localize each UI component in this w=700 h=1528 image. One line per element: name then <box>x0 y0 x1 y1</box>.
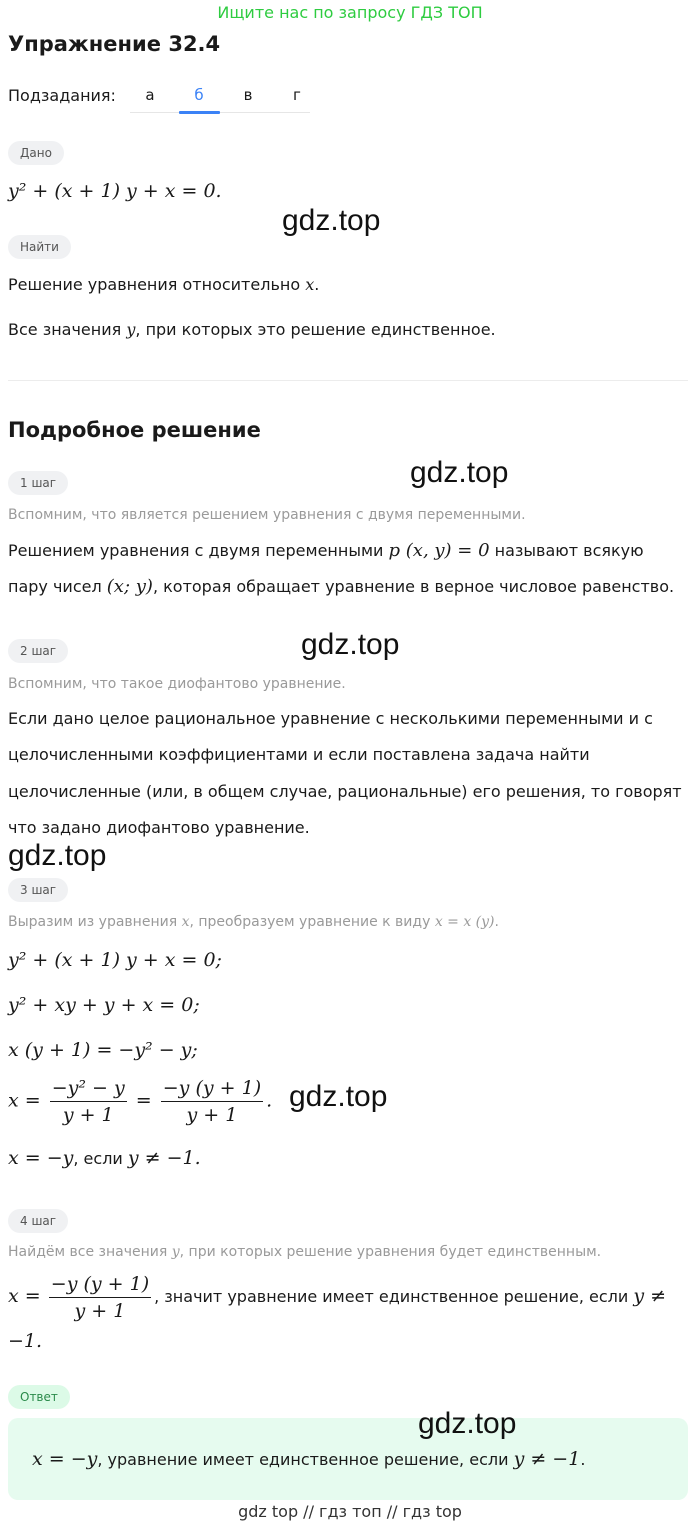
step-3-eq-5: x = −y, если y ≠ −1. <box>8 1147 201 1169</box>
search-banner[interactable]: Ищите нас по запросу ГДЗ ТОП <box>217 3 483 22</box>
given-equation: y² + (x + 1) y + x = 0. <box>8 180 222 202</box>
step-4-badge: 4 шаг <box>8 1209 68 1233</box>
step-2-line-2: целочисленными коэффициентами и если поставлена задача найти <box>8 745 590 764</box>
find-line-2: Все значения y, при которых это решение единственное. <box>8 320 496 339</box>
step-3-eq-1: y² + (x + 1) y + x = 0; <box>8 949 222 971</box>
step-1-line-1: Решением уравнения с двумя переменными p (x, y) = 0 называют всякую <box>8 540 644 561</box>
step-4-conclusion: x = $\frac{-y (y + 1)}{y + 1}$ , значит уравнение имеет единственное решение, если y ≠ <box>8 1273 667 1322</box>
step-4-hint: Найдём все значения y, при которых решение уравнения будет единственным. <box>8 1244 602 1260</box>
step-2-line-3: целочисленные (или, в общем случае, рациональные) его решения, то говорят <box>8 782 682 801</box>
watermark: gdz.top <box>301 628 400 661</box>
watermark: gdz.top <box>289 1080 388 1113</box>
step-2-badge: 2 шаг <box>8 639 68 663</box>
answer-badge: Ответ <box>8 1385 70 1409</box>
step-3-eq-2: y² + xy + y + x = 0; <box>8 994 200 1016</box>
watermark: gdz.top <box>282 204 381 237</box>
subtasks-label: Подзадания: <box>8 86 116 105</box>
footer-links[interactable]: gdz top // гдз топ // гдз top <box>238 1502 462 1521</box>
tab-g[interactable]: г <box>293 86 301 104</box>
step-1-badge: 1 шаг <box>8 471 68 495</box>
step-2-line-1: Если дано целое рациональное уравнение с несколькими переменными и с <box>8 709 653 728</box>
tab-a[interactable]: а <box>145 86 155 104</box>
given-badge: Дано <box>8 141 64 165</box>
find-badge: Найти <box>8 235 71 259</box>
step-1-hint: Вспомним, что является решением уравнения с двумя переменными. <box>8 507 526 523</box>
step-2-line-4: что задано диофантово уравнение. <box>8 818 310 837</box>
tab-b[interactable]: б <box>194 86 204 104</box>
tab-v[interactable]: в <box>243 86 253 104</box>
watermark: gdz.top <box>418 1407 517 1440</box>
step-4-cond-tail: −1. <box>8 1330 43 1352</box>
answer-text: x = −y, уравнение имеет единственное решение, если y ≠ −1. <box>32 1448 586 1470</box>
step-3-hint: Выразим из уравнения x, преобразуем уравнение к виду x = x (y). <box>8 914 499 930</box>
active-tab-indicator <box>179 111 220 114</box>
step-3-eq-4: x = $\frac{\text{−y² − y}}{y + 1}$ = $\frac{-y (y + 1)}{y + 1}$ . <box>8 1077 273 1126</box>
solution-title: Подробное решение <box>8 418 261 442</box>
step-2-hint: Вспомним, что такое диофантово уравнение. <box>8 676 346 692</box>
watermark: gdz.top <box>8 839 107 872</box>
step-3-eq-3: x (y + 1) = −y² − y; <box>8 1039 198 1061</box>
step-1-line-2: пару чисел (x; y), которая обращает уравнение в верное числовое равенство. <box>8 576 675 597</box>
watermark: gdz.top <box>410 456 509 489</box>
section-divider <box>8 380 688 381</box>
exercise-title: Упражнение 32.4 <box>8 32 221 56</box>
find-line-1: Решение уравнения относительно x. <box>8 275 320 294</box>
tabs-divider <box>130 112 310 113</box>
step-3-badge: 3 шаг <box>8 878 68 902</box>
